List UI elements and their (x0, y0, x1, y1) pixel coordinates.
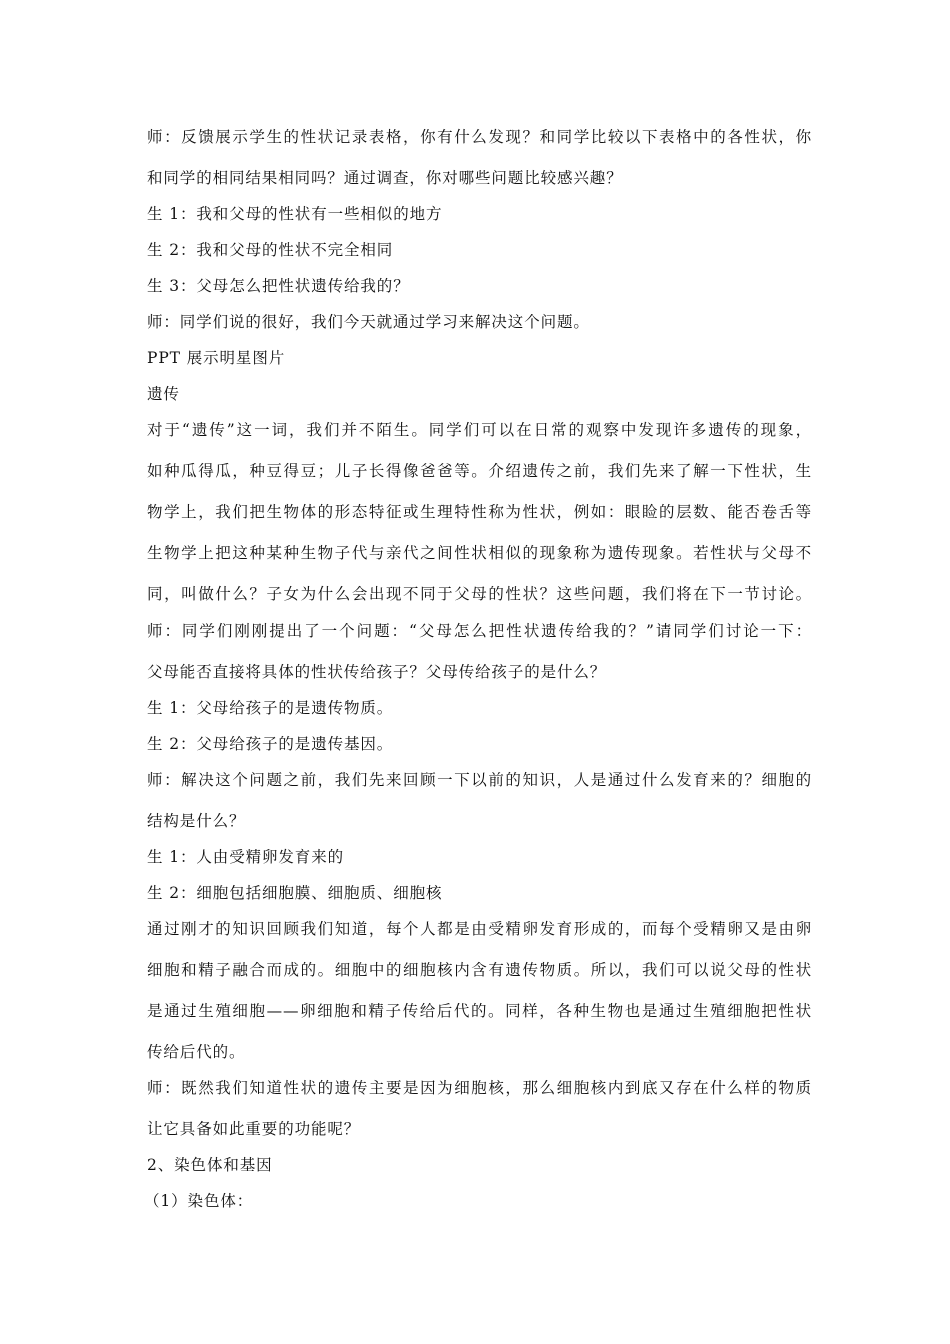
text-line: 物学上，我们把生物体的形态特征或生理特性称为性状，例如：眼睑的层数、能否卷舌等 (147, 503, 812, 521)
text-line: 生 3：父母怎么把性状遗传给我的？ (147, 277, 410, 295)
text-line: PPT 展示明星图片 (147, 349, 286, 367)
text-line: 让它具备如此重要的功能呢？ (147, 1120, 361, 1138)
text-line: 同，叫做什么？子女为什么会出现不同于父母的性状？这些问题，我们将在下一节讨论。 (147, 585, 812, 603)
text-line: 生物学上把这种某种生物子代与亲代之间性状相似的现象称为遗传现象。若性状与父母不 (147, 544, 812, 562)
text-line: 师：反馈展示学生的性状记录表格，你有什么发现？和同学比较以下表格中的各性状，你 (147, 128, 812, 146)
section-heading: 2、染色体和基因 (147, 1156, 273, 1174)
text-line: 对于“遗传”这一词，我们并不陌生。同学们可以在日常的观察中发现许多遗传的现象， (147, 421, 812, 439)
text-line: 是通过生殖细胞——卵细胞和精子传给后代的。同样，各种生物也是通过生殖细胞把性状 (147, 1002, 812, 1020)
text-line: 生 2：细胞包括细胞膜、细胞质、细胞核 (147, 884, 443, 902)
text-line: 细胞和精子融合而成的。细胞中的细胞核内含有遗传物质。所以，我们可以说父母的性状 (147, 961, 812, 979)
text-line: 师：既然我们知道性状的遗传主要是因为细胞核，那么细胞核内到底又存在什么样的物质 (147, 1079, 812, 1097)
text-line: 传给后代的。 (147, 1043, 246, 1061)
subsection-heading: （1）染色体： (144, 1192, 254, 1210)
text-line: 师：同学们刚刚提出了一个问题：“父母怎么把性状遗传给我的？”请同学们讨论一下： (147, 622, 812, 640)
text-line: 生 2：我和父母的性状不完全相同 (147, 241, 394, 259)
text-line: 父母能否直接将具体的性状传给孩子？父母传给孩子的是什么？ (147, 663, 607, 681)
text-line: 和同学的相同结果相同吗？通过调查，你对哪些问题比较感兴趣？ (147, 169, 623, 187)
text-line: 如种瓜得瓜，种豆得豆；儿子长得像爸爸等。介绍遗传之前，我们先来了解一下性状，生 (147, 462, 812, 480)
section-heading: 遗传 (147, 385, 180, 403)
text-line: 通过刚才的知识回顾我们知道，每个人都是由受精卵发育形成的，而每个受精卵又是由卵 (147, 920, 812, 938)
text-line: 生 1：人由受精卵发育来的 (147, 848, 344, 866)
text-line: 师：同学们说的很好，我们今天就通过学习来解决这个问题。 (147, 313, 590, 331)
text-line: 结构是什么？ (147, 812, 246, 830)
text-line: 生 1：我和父母的性状有一些相似的地方 (147, 205, 443, 223)
text-line: 生 2：父母给孩子的是遗传基因。 (147, 735, 394, 753)
text-line: 生 1：父母给孩子的是遗传物质。 (147, 699, 394, 717)
text-line: 师：解决这个问题之前，我们先来回顾一下以前的知识，人是通过什么发育来的？细胞的 (147, 771, 812, 789)
